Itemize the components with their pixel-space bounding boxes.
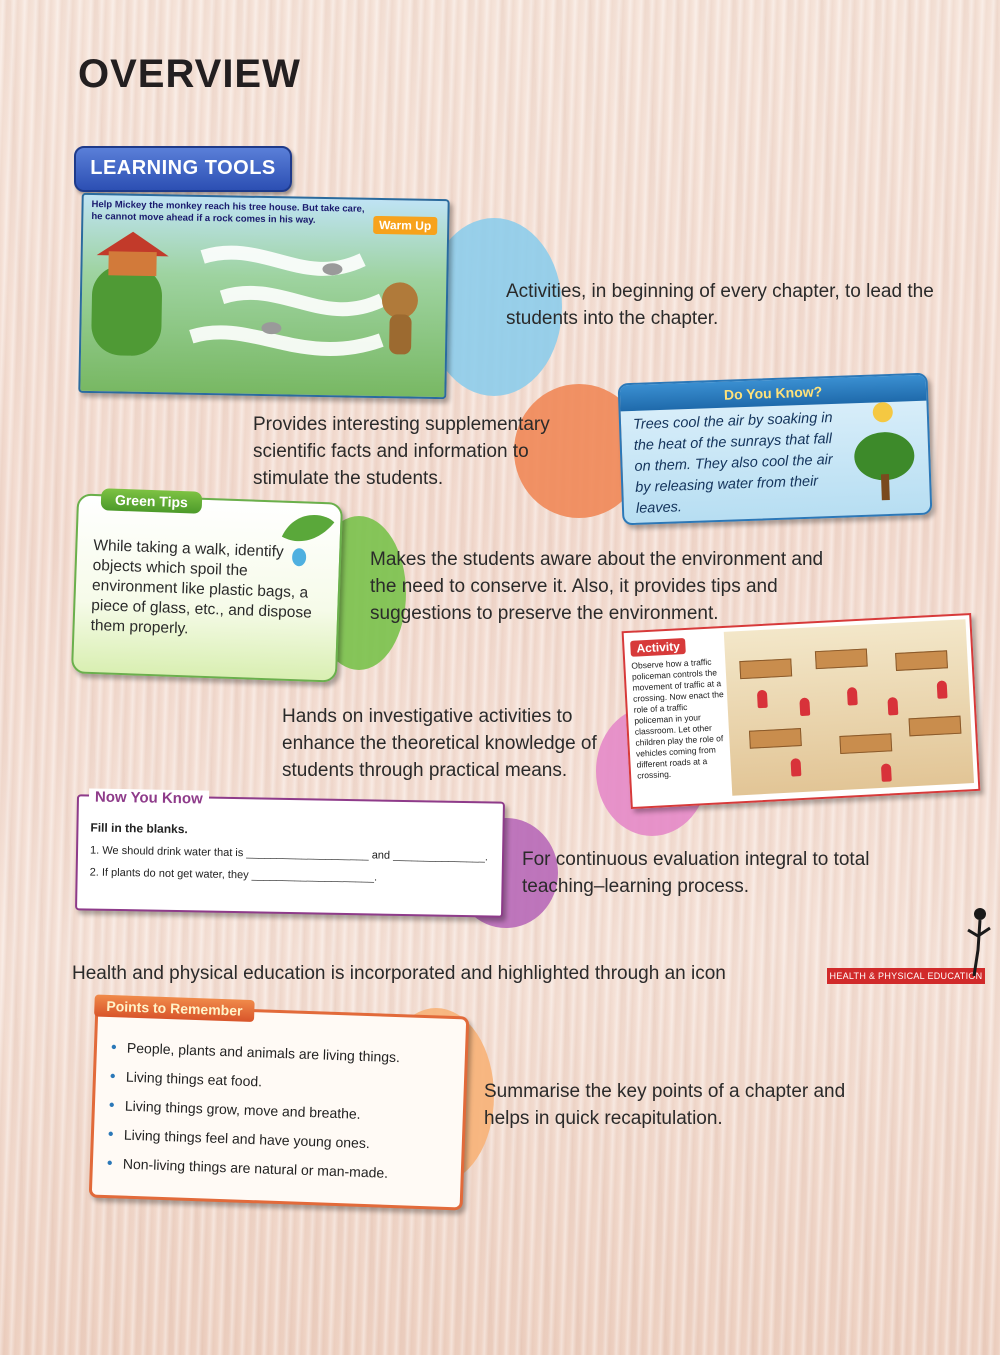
do-you-know-heading: Do You Know? (620, 375, 927, 412)
health-physical-education-icon: HEALTH & PHYSICAL EDUCATION (827, 968, 985, 984)
green-tips-description: Makes the students aware about the environment and the need to conserve it. Also, it provides tips and suggestions to preserve the environment. (370, 549, 824, 624)
green-tips-heading: Green Tips (101, 488, 203, 514)
do-you-know-card (618, 373, 933, 526)
activity-description: Hands on investigative activities to enhance the theoretical knowledge of students through practical means. (282, 706, 597, 781)
gymnast-icon (964, 900, 994, 980)
points-to-remember-description: Summarise the key points of a chapter and helps in quick recapitulation. (484, 1081, 846, 1129)
now-you-know-description: For continuous evaluation integral to total teaching–learning process. (522, 849, 870, 897)
classroom-illustration (724, 619, 974, 795)
list-item: • People, plants and animals are living things. (110, 1033, 451, 1074)
do-you-know-description: Provides interesting supplementary scientific facts and information to stimulate the students. (253, 414, 550, 489)
tree-icon (846, 397, 922, 509)
points-to-remember-card (89, 997, 470, 1211)
leaf-icon (273, 506, 339, 568)
activity-heading: Activity (630, 638, 686, 657)
now-you-know-card (75, 788, 505, 917)
now-you-know-question-2: 2. If plants do not get water, they ____________________. (89, 866, 378, 884)
activity-card-text: Observe how a traffic policeman controls the movement of traffic at a crossing. Now enact the role of a traffic policeman in your classroom. Let other children play the role of vehicles coming from different roads at a crossing. (631, 656, 724, 781)
green-tips-card (71, 493, 343, 682)
list-item: • Living things grow, move and breathe. (108, 1091, 449, 1132)
warm-up-description: Activities, in beginning of every chapter, to lead the students into the chapter. (506, 281, 934, 329)
list-item: • Living things eat food. (109, 1062, 450, 1103)
do-you-know-card-text: Trees cool the air by soaking in the heat of the sunrays that fall on them. They also cool the air by releasing water from their leaves. (632, 409, 833, 517)
now-you-know-instruction: Fill in the blanks. (90, 820, 188, 837)
green-tips-card-text: While taking a walk, identify objects which spoil the environment like plastic bags, a piece of glass, etc., and dispose them properly. (90, 537, 313, 638)
list-item: • Non-living things are natural or man-made. (106, 1149, 447, 1190)
section-badge: LEARNING TOOLS (74, 146, 292, 192)
now-you-know-question-1: 1. We should drink water that is ____________________ and _______________. (89, 844, 489, 864)
now-you-know-heading: Now You Know (89, 788, 209, 807)
points-to-remember-heading: Points to Remember (94, 995, 255, 1023)
activity-card (622, 613, 981, 809)
warm-up-tag: Warm Up (373, 216, 438, 235)
health-education-text: Health and physical education is incorporated and highlighted through an icon (72, 963, 726, 984)
list-item: • Living things feel and have young ones. (107, 1120, 448, 1161)
warm-up-card-text: Help Mickey the monkey reach his tree house. But take care, he cannot move ahead if a rock comes in his way. (91, 198, 365, 226)
points-list (106, 1033, 451, 1190)
page-title: OVERVIEW (78, 52, 301, 96)
maze-illustration (80, 225, 447, 397)
warm-up-card (78, 193, 449, 399)
